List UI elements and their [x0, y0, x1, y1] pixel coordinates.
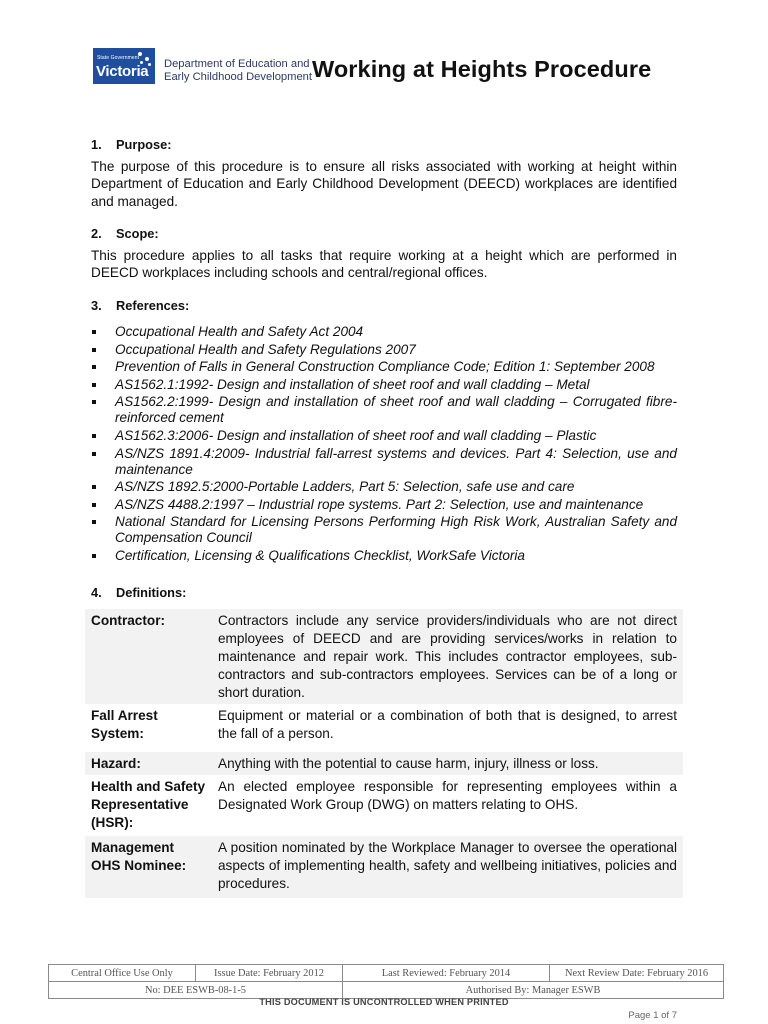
scope-paragraph: This procedure applies to all tasks that require working at a height which are performed in DEECD workplaces including schools and central/regional offices. [91, 247, 677, 280]
section-scope [91, 225, 677, 282]
definition-text: Equipment or material or a combination of both that is designed, to arrest the fall of a person. [218, 708, 677, 742]
square-bullet-icon [92, 452, 96, 456]
definition-row [85, 775, 683, 836]
footer-row [49, 965, 724, 982]
definition-term: Management OHS Nominee: [85, 836, 212, 898]
definition-text: Contractors include any service providers/individuals who are not direct employees of DEECD and are providing services/works in relation to maintenance and repair work. This includes contractor employees, sub-contractors and sub-contractors employees. Services can be of a long or short duration. [212, 609, 683, 704]
section-heading [91, 584, 677, 602]
reference-item: AS/NZS 4488.2:1997 – Industrial rope systems. Part 2: Selection, use and maintenance [91, 497, 677, 513]
definition-text: An elected employee responsible for representing employees within a Designated Work Group (DWG) on matters relating to OHS. [218, 779, 677, 813]
definition-term: Contractor: [85, 609, 212, 704]
square-bullet-icon [92, 400, 96, 404]
section-number: 4. [91, 584, 102, 600]
square-bullet-icon [92, 485, 96, 489]
reference-item: AS1562.1:1992- Design and installation of sheet roof and wall cladding – Metal [91, 377, 677, 393]
definition-row [85, 836, 683, 898]
square-bullet-icon [92, 520, 96, 524]
definition-term: Fall Arrest System: [91, 708, 158, 742]
southern-cross-star-icon [148, 63, 151, 66]
reference-item: AS1562.3:2006- Design and installation of sheet roof and wall cladding – Plastic [91, 428, 677, 444]
square-bullet-icon [92, 348, 96, 352]
reference-item: Occupational Health and Safety Regulations 2007 [91, 342, 677, 358]
southern-cross-star-icon [145, 57, 149, 61]
definitions-table [85, 609, 683, 898]
document-control-table [48, 964, 724, 999]
next-review-cell: Next Review Date: February 2016 [550, 965, 724, 982]
department-line-2: Early Childhood Development [164, 71, 313, 83]
references-list [91, 324, 677, 564]
square-bullet-icon [92, 434, 96, 438]
section-title: Scope: [116, 226, 159, 241]
reference-item: Certification, Licensing & Qualifications Checklist, WorkSafe Victoria [91, 548, 677, 564]
section-title: Purpose: [116, 137, 172, 152]
section-number: 3. [91, 297, 102, 313]
department-line-1: Department of Education and [164, 58, 310, 70]
document-body [91, 136, 677, 913]
square-bullet-icon [92, 330, 96, 334]
definition-text: Anything with the potential to cause harm, injury, illness or loss. [212, 752, 683, 775]
section-heading [91, 225, 677, 243]
reference-item: Prevention of Falls in General Construction Compliance Code; Edition 1: September 2008 [91, 359, 677, 375]
logo-small-text: State Government [97, 55, 140, 61]
reference-item: National Standard for Licensing Persons Performing High Risk Work, Australian Safety and Compensation Council [91, 514, 677, 546]
section-definitions [91, 584, 677, 899]
square-bullet-icon [92, 503, 96, 507]
square-bullet-icon [92, 554, 96, 558]
section-purpose [91, 136, 677, 210]
reference-item: Occupational Health and Safety Act 2004 [91, 324, 677, 340]
square-bullet-icon [92, 365, 96, 369]
document-number-cell: No: DEE ESWB-08-1-5 [49, 982, 343, 999]
definition-row [85, 704, 683, 752]
department-name [164, 58, 312, 84]
reference-item: AS/NZS 1892.5:2000-Portable Ladders, Part 5: Selection, safe use and care [91, 479, 677, 495]
definition-term: Hazard: [85, 752, 212, 775]
section-number: 2. [91, 226, 102, 241]
definition-text: A position nominated by the Workplace Manager to oversee the operational aspects of implementing health, safety and wellbeing initiatives, policies and procedures. [212, 836, 683, 898]
document-title: Working at Heights Procedure [312, 56, 652, 82]
definition-row [85, 609, 683, 704]
footer-row [49, 982, 724, 999]
section-references [91, 297, 677, 564]
section-number: 1. [91, 137, 102, 152]
logo-main-text: Victoria [96, 63, 149, 80]
victoria-government-logo [93, 48, 155, 84]
square-bullet-icon [92, 383, 96, 387]
definition-term: Health and Safety Representative (HSR): [91, 779, 206, 831]
definition-row [85, 752, 683, 775]
reference-item: AS1562.2:1999- Design and installation of sheet roof and wall cladding – Corrugated fibre-reinforced cement [91, 394, 677, 426]
authorised-by-cell: Authorised By: Manager ESWB [343, 982, 724, 999]
issue-date-cell: Issue Date: February 2012 [196, 965, 343, 982]
purpose-paragraph: The purpose of this procedure is to ensure all risks associated with working at height within Department of Education and Early Childhood Development (DEECD) workplaces are identified and managed. [91, 158, 677, 209]
page-number: Page 1 of 7 [628, 1010, 677, 1021]
last-reviewed-cell: Last Reviewed: February 2014 [343, 965, 550, 982]
reference-item: AS/NZS 1891.4:2009- Industrial fall-arrest systems and devices. Part 4: Selection, use and maintenance [91, 446, 677, 478]
section-title: References: [116, 297, 190, 313]
office-use-cell: Central Office Use Only [49, 965, 196, 982]
section-heading [91, 297, 677, 315]
section-title: Definitions: [116, 584, 187, 600]
section-heading [91, 136, 677, 154]
uncontrolled-notice: THIS DOCUMENT IS UNCONTROLLED WHEN PRINTED [259, 997, 509, 1007]
